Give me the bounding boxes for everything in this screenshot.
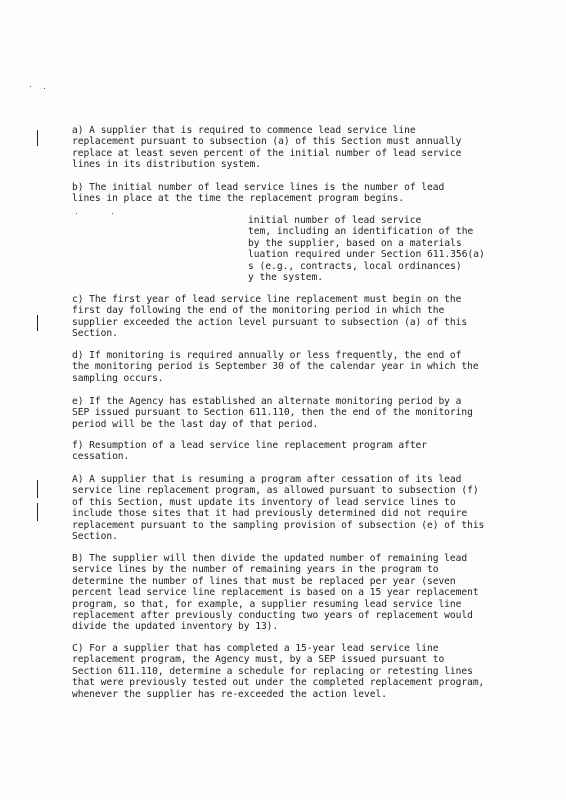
paragraph-a-replacement-rate: a) A supplier that is required to commence lead service line replacement pursuant to subsection (a) of this Section must annually replace at least seven percent of the initial number of lead service lines in its distribution system.: [72, 125, 462, 171]
paragraph-B-divide-inventory: B) The supplier will then divide the updated number of remaining lead service lines by the number of remaining years in the program to determine the number of lines that must be replaced per year (seven percent lead service line replacement is based on a 15 year replacement program, so that, for example, a supplier resuming lead service line replacement after previously conducting two years of replacement would divide the updated inventory by 13).: [72, 553, 479, 633]
scan-speck: [30, 86, 31, 87]
paragraph-f-resumption: f) Resumption of a lead service line replacement program after cessation.: [72, 440, 428, 463]
revision-change-bar: [37, 130, 38, 146]
revision-change-bar: [37, 480, 38, 498]
paragraph-C-completed-program: C) For a supplier that has completed a 15-year lead service line replacement program, the Agency must, by a SEP issued pursuant to Section 611.110, determine a schedule for replacing or retesting lines that were previously tested out under the completed replacement program, whenever the supplier has re-exceeded the action level.: [72, 643, 485, 700]
paragraph-b-initial-number: b) The initial number of lead service lines is the number of lead lines in place at the time the replacement program begins.: [72, 182, 445, 205]
paragraph-b-continuation: initial number of lead service tem, including an identification of the by the supplier, based on a materials luation required under Section 611.356(a) s (e.g., contracts, local ordinances) y the system.: [248, 215, 485, 284]
revision-change-bar: [37, 315, 38, 331]
scan-speck: [112, 213, 113, 214]
scan-speck: [76, 213, 77, 214]
paragraph-A-resuming-supplier: A) A supplier that is resuming a program after cessation of its lead service line replacement program, as allowed pursuant to subsection (f) of this Section, must update its inventory of lead service lines to include those sites that it had previously determined did not require replacement pursuant to the sampling provision of subsection (e) of this Section.: [72, 474, 485, 543]
revision-change-bar: [37, 503, 38, 521]
paragraph-c-first-year: c) The first year of lead service line replacement must begin on the first day following the end of the monitoring period in which the supplier exceeded the action level pursuant to subsection (a) of this Section.: [72, 294, 468, 340]
paragraph-d-monitoring-end: d) If monitoring is required annually or less frequently, the end of the monitoring period is September 30 of the calendar year in which the sampling occurs.: [72, 350, 479, 384]
scan-speck: [44, 88, 45, 89]
paragraph-e-alternate-period: e) If the Agency has established an alternate monitoring period by a SEP issued pursuant to Section 611.110, then the end of the monitoring period will be the last day of that period.: [72, 396, 473, 430]
